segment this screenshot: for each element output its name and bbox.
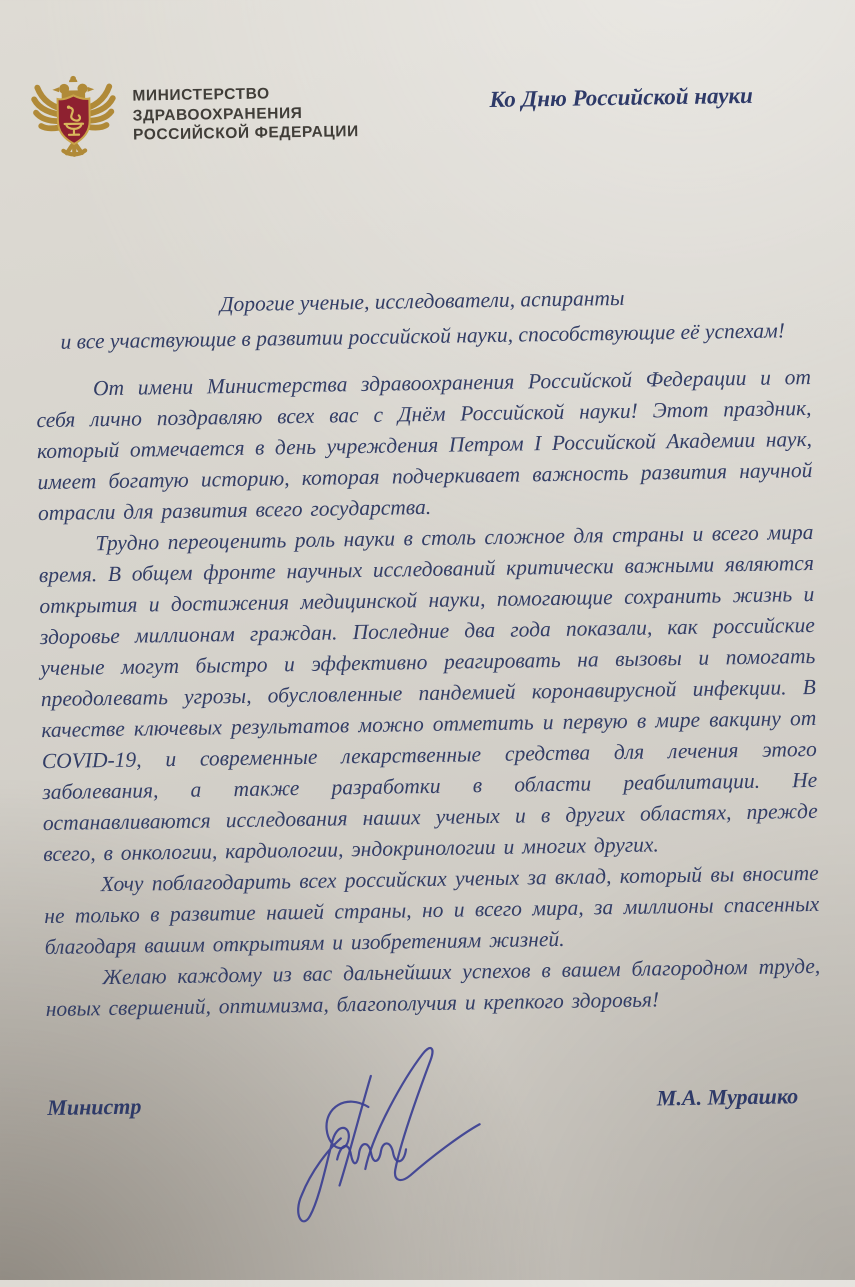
ministry-emblem-icon: [27, 69, 120, 162]
minister-name: М.А. Мурашко: [656, 1083, 799, 1111]
paragraph-1: От имени Министерства здравоохранения Российской Федерации и от себя лично поздравляю всех вас с Днём Российской науки! Этот праздник, который отмечается в день учреждения Петром I Российской Академии наук, имеет богатую историю, которая подчеркивает важность развития научной отрасли для развития всего государства.: [36, 364, 813, 526]
double-headed-eagle-icon: [27, 69, 120, 162]
paragraph-4: Желаю каждому из вас дальнейших успехов в вашем благородном труде, новых свершений, оптимизма, благополучия и крепкого здоровья!: [45, 953, 821, 1022]
salutation-line-2: и все участвующие в развитии российской науки, способствующие её успехам!: [60, 318, 786, 354]
paragraph-3: Хочу поблагодарить всех российских ученых за вклад, который вы вносите не только в развитие нашей страны, но и всего мира, за миллионы спасенных благодаря вашим открытиям и изобретениям жизней.: [44, 860, 820, 960]
minister-title: Министр: [47, 1093, 142, 1121]
handwritten-signature-icon: [251, 1035, 484, 1231]
occasion-heading: Ко Дню Российской науки: [489, 82, 754, 112]
letter-content: [0, 277, 855, 1025]
paragraph-2: Трудно переоценить роль науки в столь сложное для страны и всего мира время. В общем фронте научных исследований критически важными являются открытия и достижения медицинской науки, помогающие сохранить жизнь и здоровье миллионам граждан. Последние два года показали, как российские ученые могут быстро и эффективно реагировать на вызовы и помогать преодолевать угрозы, обусловленные пандемией коронавирусной инфекции. В качестве ключевых результатов можно отметить и первую в мире вакцину от COVID-19, и современные лекарственные средства для лечения этого заболевания, а также разработки в области реабилитации. Не останавливаются исследования наших ученых и в других областях, прежде всего, в онкологии, кардиологии, эндокринологии и многих других.: [38, 519, 818, 867]
ministry-line-3: РОССИЙСКОЙ ФЕДЕРАЦИИ: [132, 123, 359, 144]
ministry-name: [132, 65, 359, 145]
signoff-row: [7, 1082, 855, 1121]
salutation-line-1: Дорогие ученые, исследователи, аспиранты: [219, 285, 625, 317]
letter-body: [36, 362, 821, 1025]
letterhead: [0, 0, 847, 163]
ministry-line-1: МИНИСТЕРСТВО: [132, 85, 270, 105]
salutation: [34, 278, 810, 360]
ministry-line-2: ЗДРАВООХРАНЕНИЯ: [132, 104, 303, 125]
